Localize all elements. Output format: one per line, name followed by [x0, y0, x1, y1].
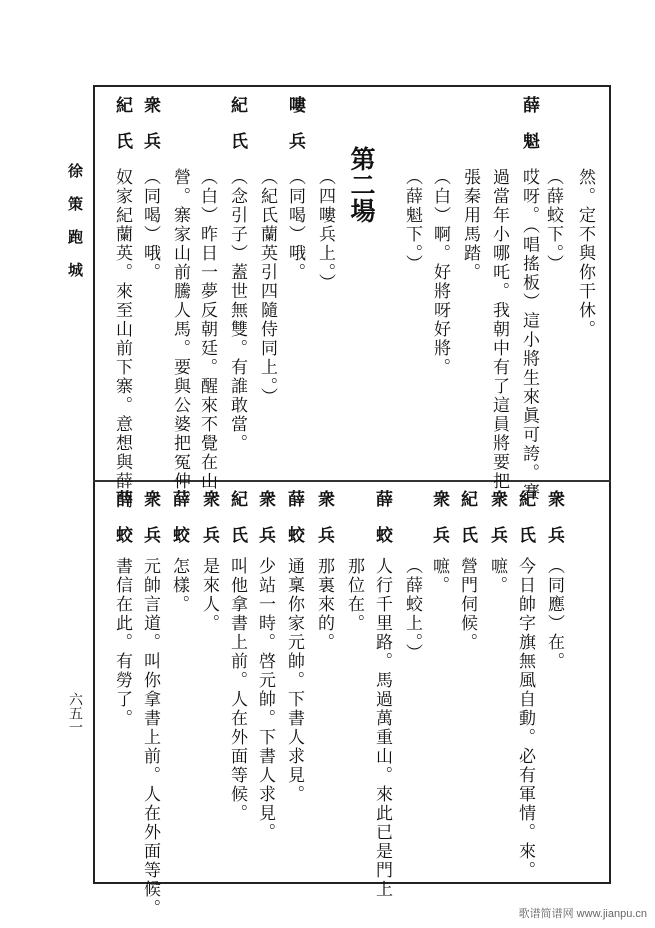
dialogue-line: 怎樣。	[169, 557, 189, 614]
dialogue-line: （紀氏蘭英引四隨侍同上。）	[257, 168, 277, 407]
dialogue-line: 營。寨家山前騰人馬。要與公婆把冤伸。	[170, 168, 190, 510]
speaker-name: 衆兵	[140, 96, 160, 168]
dialogue-line: 元帥言道。叫你拿書上前。人在外面等候。	[140, 557, 160, 918]
dialogue-line: （同應）在。	[544, 557, 564, 671]
speaker-name: 衆兵	[487, 490, 507, 562]
dialogue-line: 今日帥字旗無風自動。必有軍情。來。	[515, 557, 535, 880]
speaker-name: 紀氏	[112, 96, 132, 168]
dialogue-line: 叫他拿書上前。人在外面等候。	[227, 557, 247, 823]
page-number: 六五一	[67, 692, 83, 734]
dialogue-line: 那裏來的。	[314, 557, 334, 652]
speaker-name: 薛魁	[519, 96, 539, 168]
speaker-name: 薛蛟	[372, 490, 392, 562]
dialogue-line: 奴家紀蘭英。來至山前下寨。意想與薛門	[112, 168, 132, 510]
dialogue-line: （四嘍兵上。）	[315, 168, 335, 293]
dialogue-line: 過當年小哪吒。我朝中有了這員將要把	[489, 168, 509, 491]
book-title: 徐策跑城	[66, 163, 84, 295]
speaker-name: 薛蛟	[284, 490, 304, 562]
dialogue-line: 然。定不與你干休。	[575, 168, 595, 339]
speaker-name: 薛蛟	[169, 490, 189, 562]
speaker-name: 衆兵	[255, 490, 275, 562]
dialogue-line: 人行千里路。馬過萬重山。來此已是門上	[372, 557, 392, 899]
dialogue-line: （同喝）哦。	[140, 168, 160, 282]
dialogue-line: 通稟你家元帥。下書人求見。	[284, 557, 304, 804]
dialogue-line: （念引子）蓋世無雙。有誰敢當。	[227, 168, 247, 453]
speaker-name: 衆兵	[544, 490, 564, 562]
dialogue-line: 嗻。	[429, 557, 449, 595]
watermark: 歌谱简谱网 www.jianpu.cn	[518, 908, 647, 920]
dialogue-line: 營門伺候。	[457, 557, 477, 652]
speaker-name: 薛蛟	[112, 490, 132, 562]
dialogue-line: 嗻。	[487, 557, 507, 595]
dialogue-line: 張秦用馬踏。	[460, 168, 480, 282]
dialogue-line: 書信在此。有勞了。	[112, 557, 132, 728]
scene-heading: 第二場	[347, 146, 376, 224]
speaker-name: 衆兵	[314, 490, 334, 562]
dialogue-line: 哎呀。（唱搖板）這小將生來眞可誇。賽	[519, 168, 539, 502]
speaker-name: 紀氏	[457, 490, 477, 562]
speaker-name: 紀氏	[227, 96, 247, 168]
dialogue-line: （白）啊。好將呀好將。	[430, 168, 450, 377]
speaker-name: 衆兵	[140, 490, 160, 562]
speaker-name: 衆兵	[429, 490, 449, 562]
speaker-name: 嘍兵	[285, 96, 305, 168]
speaker-name: 衆兵	[199, 490, 219, 562]
dialogue-line: （白）昨日一夢反朝廷。醒來不覺在山	[197, 168, 217, 491]
dialogue-line: 少站一時。啓元帥。下書人求見。	[255, 557, 275, 842]
dialogue-line: （薛蛟上。）	[402, 557, 422, 663]
dialogue-line: 那位在。	[344, 557, 364, 633]
dialogue-line: 是來人。	[199, 557, 219, 633]
speaker-name: 紀氏	[515, 490, 535, 562]
dialogue-line: （同喝）哦。	[285, 168, 305, 282]
speaker-name: 紀氏	[227, 490, 247, 562]
dialogue-line: （薛魁下。）	[402, 168, 422, 274]
dialogue-line: （薛蛟下。）	[543, 168, 563, 274]
